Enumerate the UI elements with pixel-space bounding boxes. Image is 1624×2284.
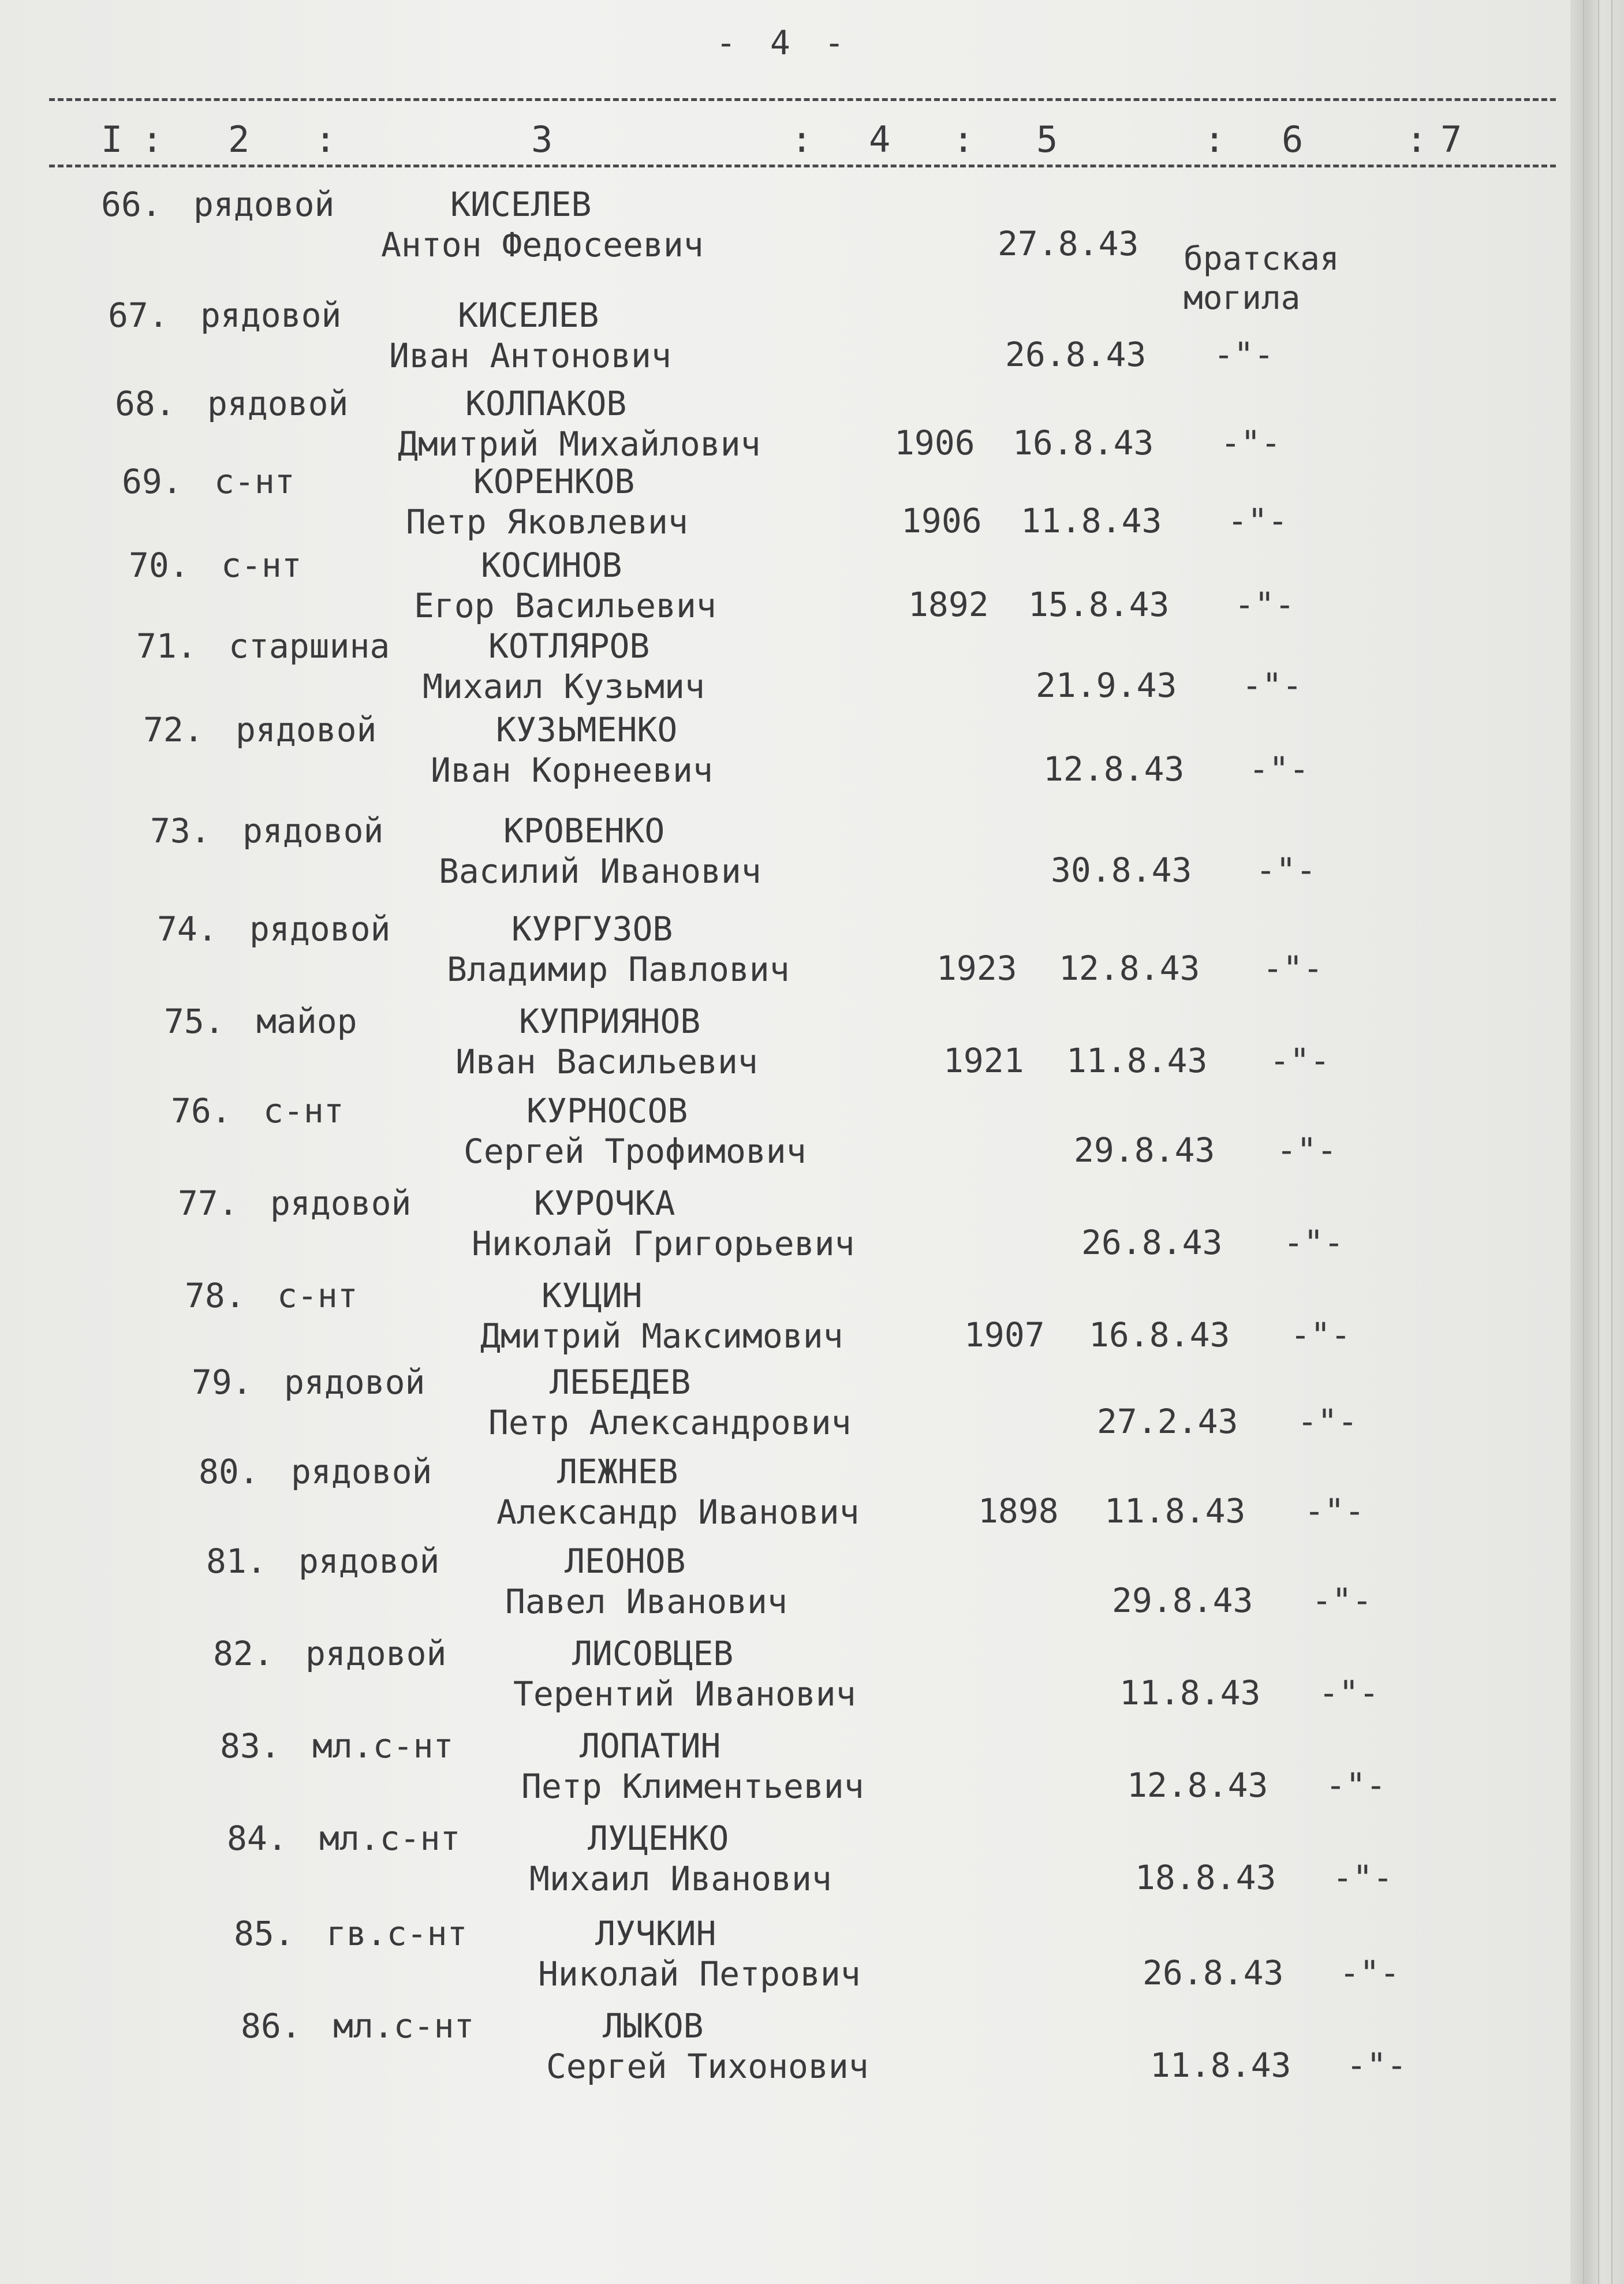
death-date-cell: 16.8.43 <box>1013 423 1154 462</box>
birth-year-cell: 1892 <box>908 585 989 624</box>
death-date-cell: 26.8.43 <box>1081 1223 1223 1262</box>
burial-place-cell: -"- <box>1214 335 1274 374</box>
list-item <box>0 1002 1559 1088</box>
list-item <box>0 1452 1559 1539</box>
row-number: 77. <box>178 1184 238 1223</box>
burial-place-cell: -"- <box>1339 1953 1400 1992</box>
rank-cell: рядовой <box>193 185 335 224</box>
rank-cell: старшина <box>229 626 390 666</box>
row-number: 78. <box>185 1276 245 1315</box>
list-item <box>0 626 1559 713</box>
death-date-cell: 11.8.43 <box>1150 2046 1291 2085</box>
given-name-cell: Петр Александрович <box>488 1403 852 1442</box>
burial-place-cell: -"- <box>1326 1766 1386 1805</box>
rank-cell: рядовой <box>242 811 384 850</box>
list-item <box>0 1726 1559 1813</box>
row-number: 85. <box>234 1914 294 1953</box>
list-item <box>0 1819 1559 1905</box>
column-number-5: 5 <box>1036 118 1058 161</box>
burial-place-cell: -"- <box>1319 1673 1379 1712</box>
list-item <box>0 710 1559 797</box>
burial-place-cell: -"- <box>1256 850 1316 890</box>
row-number: 80. <box>199 1452 259 1491</box>
death-date-cell: 29.8.43 <box>1112 1581 1253 1620</box>
given-name-cell: Иван Васильевич <box>456 1042 758 1081</box>
surname-cell: ЛУЦЕНКО <box>588 1819 729 1858</box>
surname-cell: ЛЕОНОВ <box>565 1542 686 1581</box>
birth-year-cell: 1906 <box>894 423 975 462</box>
given-name-cell: Николай Петрович <box>538 1954 861 1994</box>
death-date-cell: 29.8.43 <box>1074 1130 1215 1170</box>
row-number: 84. <box>227 1819 288 1858</box>
rank-cell: рядовой <box>305 1634 447 1673</box>
row-number: 68. <box>115 384 176 423</box>
given-name-cell: Терентий Иванович <box>513 1674 856 1714</box>
surname-cell: КОЛПАКОВ <box>465 384 627 423</box>
list-item <box>0 384 1559 471</box>
given-name-cell: Александр Иванович <box>496 1492 860 1532</box>
death-date-cell: 21.9.43 <box>1036 666 1177 705</box>
list-item <box>0 909 1559 996</box>
list-item <box>0 2006 1559 2093</box>
row-number: 74. <box>157 909 218 949</box>
given-name-cell: Василий Иванович <box>439 852 761 891</box>
surname-cell: КОСИНОВ <box>481 546 622 585</box>
column-separator: : <box>315 118 337 161</box>
surname-cell: КИСЕЛЕВ <box>450 185 592 224</box>
burial-place-cell: -"- <box>1290 1315 1351 1354</box>
column-separator: : <box>1204 118 1226 161</box>
list-item <box>0 1634 1559 1721</box>
row-number: 82. <box>213 1634 274 1673</box>
column-number-2: 2 <box>228 118 250 161</box>
column-number-4: 4 <box>869 118 891 161</box>
given-name-cell: Петр Яковлевич <box>406 502 688 542</box>
death-date-cell: 12.8.43 <box>1059 949 1200 988</box>
burial-place-cell: -"- <box>1227 501 1288 540</box>
burial-place-cell: -"- <box>1283 1223 1344 1262</box>
death-date-cell: 30.8.43 <box>1051 850 1192 890</box>
list-item <box>0 1184 1559 1270</box>
death-date-cell: 11.8.43 <box>1066 1041 1208 1080</box>
surname-cell: КИСЕЛЕВ <box>458 296 599 335</box>
header-rule-bottom <box>49 165 1556 167</box>
row-number: 70. <box>129 546 189 585</box>
list-item <box>0 462 1559 548</box>
surname-cell: ЛОПАТИН <box>580 1726 721 1766</box>
surname-cell: КУЗЬМЕНКО <box>496 710 678 749</box>
death-date-cell: 12.8.43 <box>1043 749 1185 789</box>
row-number: 67. <box>108 296 169 335</box>
row-number: 83. <box>220 1726 281 1766</box>
given-name-cell: Павел Иванович <box>505 1582 787 1621</box>
row-number: 66. <box>101 185 162 224</box>
rank-cell: рядовой <box>207 384 349 423</box>
list-item <box>0 1091 1559 1178</box>
given-name-cell: Сергей Трофимович <box>464 1132 807 1171</box>
row-number: 86. <box>241 2006 301 2046</box>
birth-year-cell: 1907 <box>964 1315 1045 1354</box>
death-date-cell: 26.8.43 <box>1005 335 1147 374</box>
column-separator: : <box>141 118 163 161</box>
death-date-cell: 15.8.43 <box>1028 585 1170 624</box>
list-item <box>0 546 1559 632</box>
given-name-cell: Иван Антонович <box>389 336 671 375</box>
death-date-cell: 26.8.43 <box>1143 1953 1284 1992</box>
surname-cell: КУРОЧКА <box>534 1184 675 1223</box>
rank-cell: рядовой <box>298 1542 440 1581</box>
rank-cell: мл.с-нт <box>319 1819 461 1858</box>
burial-place-cell: -"- <box>1220 423 1281 462</box>
row-number: 76. <box>171 1091 232 1130</box>
list-item <box>0 1542 1559 1628</box>
death-date-cell: 16.8.43 <box>1089 1315 1230 1354</box>
burial-note-first: братская могила <box>1184 240 1339 317</box>
death-date-cell: 11.8.43 <box>1021 501 1162 540</box>
burial-place-cell: -"- <box>1234 585 1295 624</box>
column-number-3: 3 <box>531 118 553 161</box>
rank-cell: рядовой <box>284 1363 425 1402</box>
rank-cell: рядовой <box>291 1452 432 1491</box>
column-separator: : <box>953 118 975 161</box>
row-number: 72. <box>143 710 204 749</box>
burial-place-cell: -"- <box>1297 1402 1358 1441</box>
rank-cell: мл.с-нт <box>333 2006 475 2046</box>
burial-place-cell: -"- <box>1270 1041 1330 1080</box>
burial-place-cell: -"- <box>1312 1581 1372 1620</box>
row-number: 81. <box>206 1542 267 1581</box>
given-name-cell: Иван Корнеевич <box>431 751 713 790</box>
death-date-cell: 27.8.43 <box>998 224 1139 263</box>
rank-cell: с-нт <box>214 462 295 501</box>
row-number: 75. <box>164 1002 225 1041</box>
row-number: 73. <box>150 811 211 850</box>
page-number: - 4 - <box>716 23 852 62</box>
given-name-cell: Сергей Тихонович <box>546 2047 869 2086</box>
row-number: 69. <box>122 462 182 501</box>
rank-cell: с-нт <box>263 1091 344 1130</box>
list-item <box>0 1276 1559 1363</box>
given-name-cell: Дмитрий Максимович <box>480 1316 843 1356</box>
burial-place-cell: -"- <box>1332 1858 1393 1897</box>
surname-cell: КУРГУЗОВ <box>512 909 673 949</box>
given-name-cell: Петр Климентьевич <box>521 1767 864 1806</box>
surname-cell: КОТЛЯРОВ <box>488 626 650 666</box>
given-name-cell: Антон Федосеевич <box>381 225 704 264</box>
surname-cell: КУРНОСОВ <box>527 1091 688 1130</box>
column-number-1: I <box>101 118 123 161</box>
death-date-cell: 18.8.43 <box>1135 1858 1276 1897</box>
given-name-cell: Михаил Иванович <box>529 1859 832 1898</box>
given-name-cell: Михаил Кузьмич <box>423 667 705 706</box>
surname-cell: КУПРИЯНОВ <box>519 1002 701 1041</box>
surname-cell: ЛЕБЕДЕВ <box>550 1363 691 1402</box>
given-name-cell: Егор Васильевич <box>414 586 716 625</box>
column-separator: : <box>791 118 813 161</box>
burial-place-cell: -"- <box>1249 749 1309 789</box>
rank-cell: рядовой <box>249 909 391 949</box>
surname-cell: КУЦИН <box>542 1276 643 1315</box>
birth-year-cell: 1898 <box>978 1491 1059 1531</box>
column-number-7: 7 <box>1440 118 1462 161</box>
row-number: 79. <box>192 1363 252 1402</box>
row-number: 71. <box>136 626 197 666</box>
rank-cell: рядовой <box>200 296 342 335</box>
burial-place-cell: -"- <box>1304 1491 1365 1531</box>
burial-place-cell: -"- <box>1276 1130 1337 1170</box>
given-name-cell: Дмитрий Михайлович <box>398 424 761 464</box>
rank-cell: мл.с-нт <box>312 1726 454 1766</box>
birth-year-cell: 1921 <box>943 1041 1024 1080</box>
death-date-cell: 11.8.43 <box>1104 1491 1246 1531</box>
list-item <box>0 811 1559 898</box>
burial-place-cell: -"- <box>1346 2046 1407 2085</box>
rank-cell: рядовой <box>236 710 377 749</box>
surname-cell: КРОВЕНКО <box>503 811 665 850</box>
birth-year-cell: 1923 <box>936 949 1017 988</box>
rank-cell: с-нт <box>277 1276 358 1315</box>
column-number-6: 6 <box>1282 118 1304 161</box>
death-date-cell: 27.2.43 <box>1097 1402 1238 1441</box>
given-name-cell: Владимир Павлович <box>447 950 790 989</box>
surname-cell: ЛУЧКИН <box>595 1914 716 1953</box>
surname-cell: КОРЕНКОВ <box>473 462 635 501</box>
burial-place-cell: -"- <box>1263 949 1323 988</box>
column-separator: : <box>1406 118 1428 161</box>
rank-cell: рядовой <box>270 1184 412 1223</box>
death-date-cell: 11.8.43 <box>1119 1673 1261 1712</box>
list-item <box>0 1363 1559 1449</box>
surname-cell: ЛИСОВЦЕВ <box>572 1634 734 1673</box>
birth-year-cell: 1906 <box>901 501 982 540</box>
surname-cell: ЛЫКОВ <box>603 2006 704 2046</box>
paper-stack-edge <box>1570 0 1624 2284</box>
header-rule-top <box>49 98 1556 101</box>
list-item <box>0 1914 1559 2001</box>
surname-cell: ЛЕЖНЕВ <box>557 1452 678 1491</box>
death-date-cell: 12.8.43 <box>1127 1766 1268 1805</box>
burial-place-cell: -"- <box>1242 666 1302 705</box>
rank-cell: майор <box>256 1002 357 1041</box>
given-name-cell: Николай Григорьевич <box>472 1224 855 1263</box>
rank-cell: с-нт <box>221 546 302 585</box>
rank-cell: гв.с-нт <box>326 1914 468 1953</box>
